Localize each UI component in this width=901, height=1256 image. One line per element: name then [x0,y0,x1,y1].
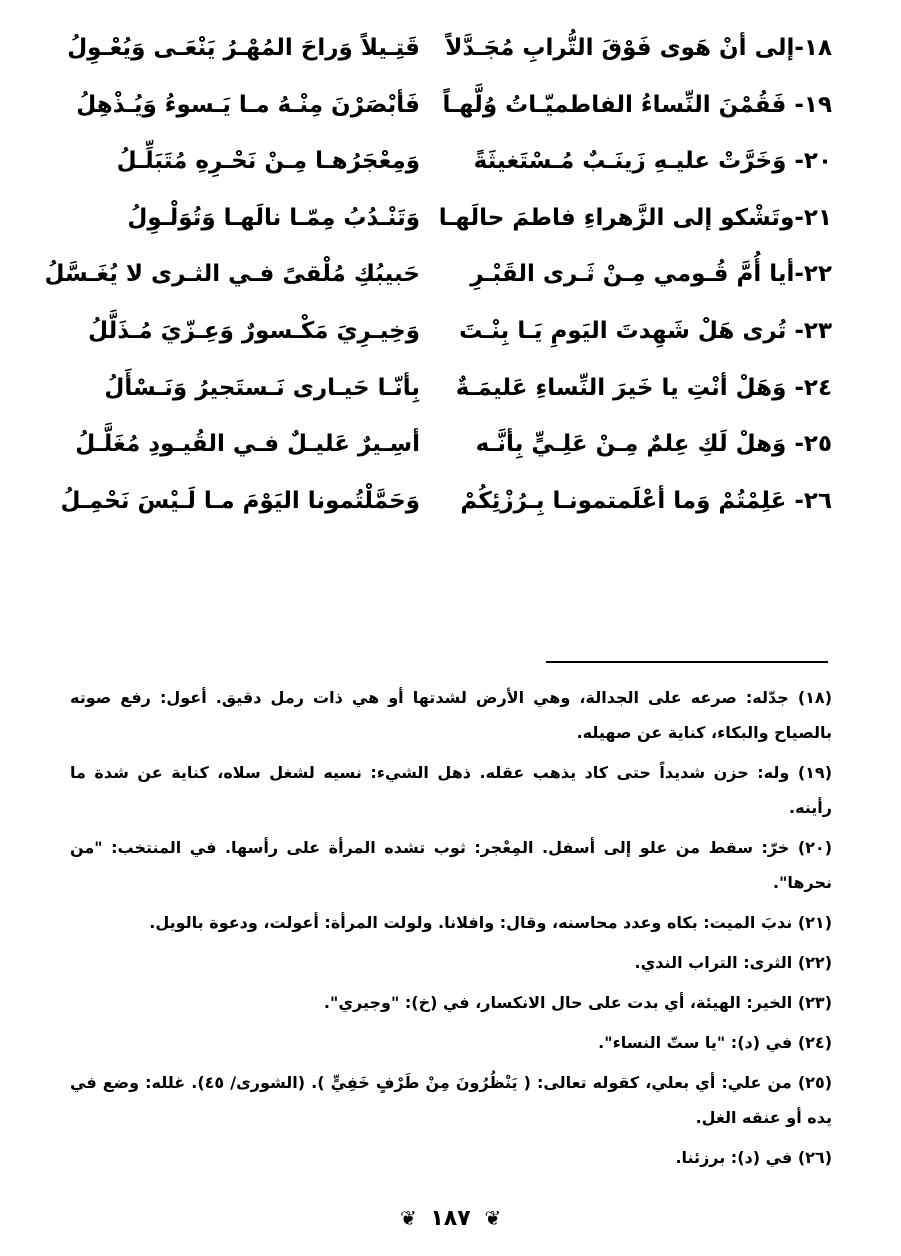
verse-first-hemistich: ٢٢-أيا أُمَّ قُـومي مِـنْ ثَـرى القَبْـرِ [470,261,832,288]
verse-first-hemistich: ٢٥- وَهلْ لَكِ عِلمٌ مِـنْ عَلِـيٍّ بِأنَّـه [475,431,832,458]
verse-first-hemistich: ٢٤- وَهَلْ أنْتِ يا خَيرَ النِّساءِ عَليمَـةٌ [455,374,832,401]
footnote: (٢٥) من علي: أي بعلي، كقوله تعالى: ( يَنْظُرُونَ مِنْ طَرْفٍ خَفِيٍّ ). (الشورى/ ٤٥). غلله: وضع في يده أو عنقه الغل. [70,1073,833,1127]
verse-second-hemistich: فَأبْصَرْنَ مِنْـهُ مـا يَـسوءُ وَيُـذْهِلُ [76,91,420,118]
verse-second-hemistich: وَمِعْجَرُهـا مِـنْ نَحْـرِهِ مُتَبَلِّـلُ [116,148,420,175]
footnote-separator [546,661,828,663]
footnote: (٢٦) في (د): برزئنا. [675,1148,832,1167]
footnotes [70,680,832,1180]
verse-row [60,190,832,247]
footnote: (١٩) وله: حزن شديداً حتى كاد يذهب عقله. ذهل الشيء: نسيه لشغل سلاه، كناية عن شدة ما رأينه. [70,763,832,817]
page-number-footer [0,1206,901,1231]
footnote: (٢٣) الخير: الهيئة، أي بدت على حال الانكسار، في (خ): "وجيري". [323,993,832,1012]
verse-first-hemistich: ٢٠- وَخَرَّتْ عليـهِ زَينَـبٌ مُـسْتَغيثَةً [473,148,832,175]
footnote: (٢٤) في (د): "يا ستّ النساء". [598,1033,832,1052]
verse-row [44,246,832,303]
verse-row [60,133,832,190]
poem-verses [44,20,832,529]
verse-first-hemistich: ١٨-إلى أنْ هَوى فَوْقَ التُّرابِ مُجَـدَّلاً [445,35,832,61]
verse-second-hemistich: قَتِـيلاً وَراحَ المُهْـرُ يَنْعَـى وَيُعْـوِلُ [67,35,420,61]
verse-row [60,20,832,77]
verse-second-hemistich: حَبيبُكِ مُلْقىً فـي الثـرى لا يُغَـسَّلُ [44,261,420,288]
verse-row [60,360,832,417]
footnote: (٢٢) الثرى: التراب الندي. [634,953,832,972]
verse-second-hemistich: وَخِيـرِيَ مَكْـسورٌ وَعِـزّيَ مُـذَلَّلُ [88,317,420,344]
verse-row [60,77,832,134]
verse-first-hemistich: ٢١-وتَشْكو إلى الزَّهراءِ فاطمَ حالَهـا [438,204,832,231]
verse-second-hemistich: بِأنّـا حَيـارى نَـستَجيرُ وَنَـسْأَلُ [104,374,420,401]
page-number: ١٨٧ [430,1206,471,1231]
verse-row [60,416,832,473]
ornament-icon: ❦ [484,1206,502,1230]
verse-first-hemistich: ١٩- فَقُمْنَ النِّساءُ الفاطميّـاتُ وُلَّهـاً [442,91,832,118]
footnote: (٢١) ندبَ الميت: بكاه وعدد محاسنه، وقال: وافلانا. ولولت المرأة: أعولت، ودعوة بالويل. [149,913,832,932]
verse-second-hemistich: أسِـيرٌ عَليـلٌ فـي القُيـودِ مُغَلَّـلُ [75,431,420,458]
ornament-icon: ❦ [399,1206,417,1230]
verse-second-hemistich: وَتَنْـدُبُ مِمّـا نالَهـا وَتُوَلْـوِلُ [127,204,420,231]
footnote: (٢٠) خرّ: سقط من علو إلى أسفل. المِعْجر: ثوب تشده المرأة على رأسها. في المنتخب: "من نحرها". [70,838,832,892]
verse-second-hemistich: وَحَمَّلْتُمونا اليَوْمَ مـا لَـيْسَ نَحْمِـلُ [60,487,420,514]
verse-first-hemistich: ٢٣- تُرى هَلْ شَهِدتَ اليَومِ يَـا بِنْـتَ [459,317,832,344]
footnote: (١٨) جدّله: صرعه على الجدالة، وهي الأرض لشدتها أو هي ذات رمل دقيق. أعول: رفع صوته بالصياح والبكاء، كناية عن صهيله. [70,688,832,742]
verse-row [60,473,832,530]
verse-row [60,303,832,360]
verse-first-hemistich: ٢٦- عَلِمْتُمْ وَما أعْلَمتمونـا بِـرُزْئِكُمْ [460,487,832,514]
